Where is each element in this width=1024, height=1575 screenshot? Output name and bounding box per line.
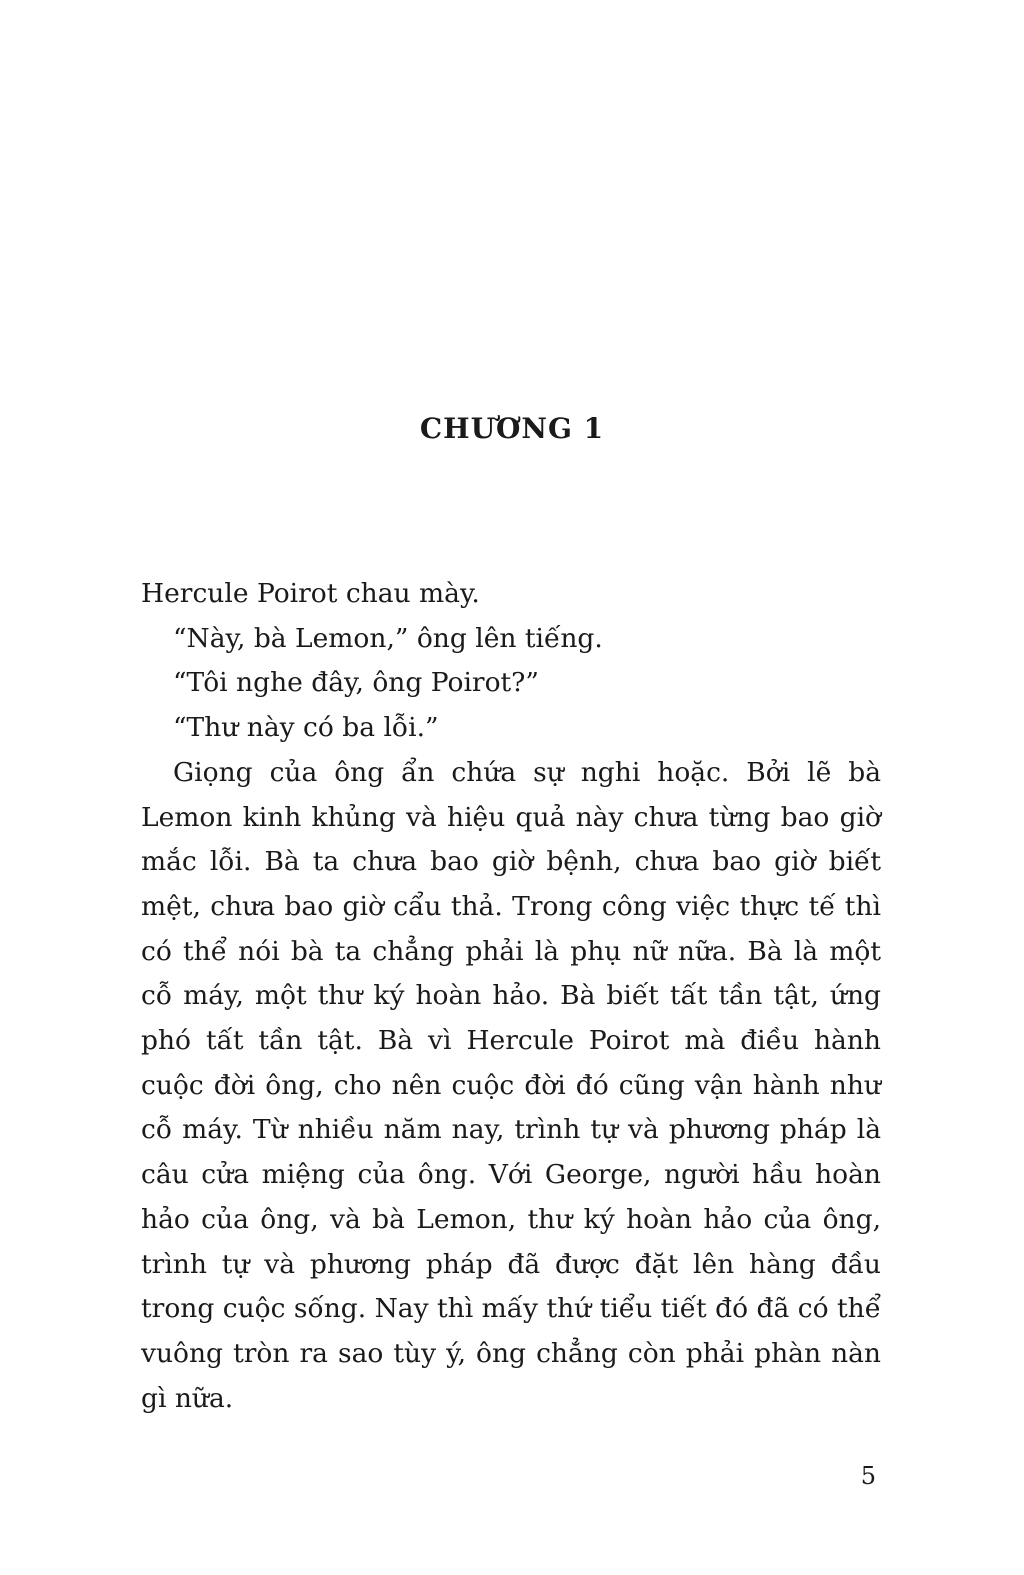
chapter-body: [141, 572, 881, 1421]
paragraph: “Thư này có ba lỗi.”: [173, 712, 439, 744]
paragraph: Hercule Poirot chau mày.: [141, 578, 480, 609]
paragraph: “Này, bà Lemon,” ông lên tiếng.: [173, 622, 603, 654]
page-number: 5: [860, 1462, 876, 1490]
chapter-title: CHƯƠNG 1: [419, 412, 605, 445]
paragraph: Giọng của ông ẩn chứa sự nghi hoặc. Bởi lẽ bà Lemon kinh khủng và hiệu quả này chưa từng bao giờ mắc lỗi. Bà ta chưa bao giờ bệnh, chưa bao giờ biết mệt, chưa bao giờ cẩu thả. Trong công việc thực tế thì có thể nói bà ta chẳng phải là phụ nữ nữa. Bà là một cỗ máy, một thư ký hoàn hảo. Bà biết tất tần tật, ứng phó tất tần tật. Bà vì Hercule Poirot mà điều hành cuộc đời ông, cho nên cuộc đời đó cũng vận hành như cỗ máy. Từ nhiều năm nay, trình tự và phương pháp là câu cửa miệng của ông. Với George, người hầu hoàn hảo của ông, và bà Lemon, thư ký hoàn hảo của ông, trình tự và phương pháp đã được đặt lên hàng đầu trong cuộc sống. Nay thì mấy thứ tiểu tiết đó đã có thể vuông tròn ra sao tùy ý, ông chẳng còn phải phàn nàn gì nữa.: [141, 756, 881, 1414]
paragraph: “Tôi nghe đây, ông Poirot?”: [173, 667, 539, 699]
